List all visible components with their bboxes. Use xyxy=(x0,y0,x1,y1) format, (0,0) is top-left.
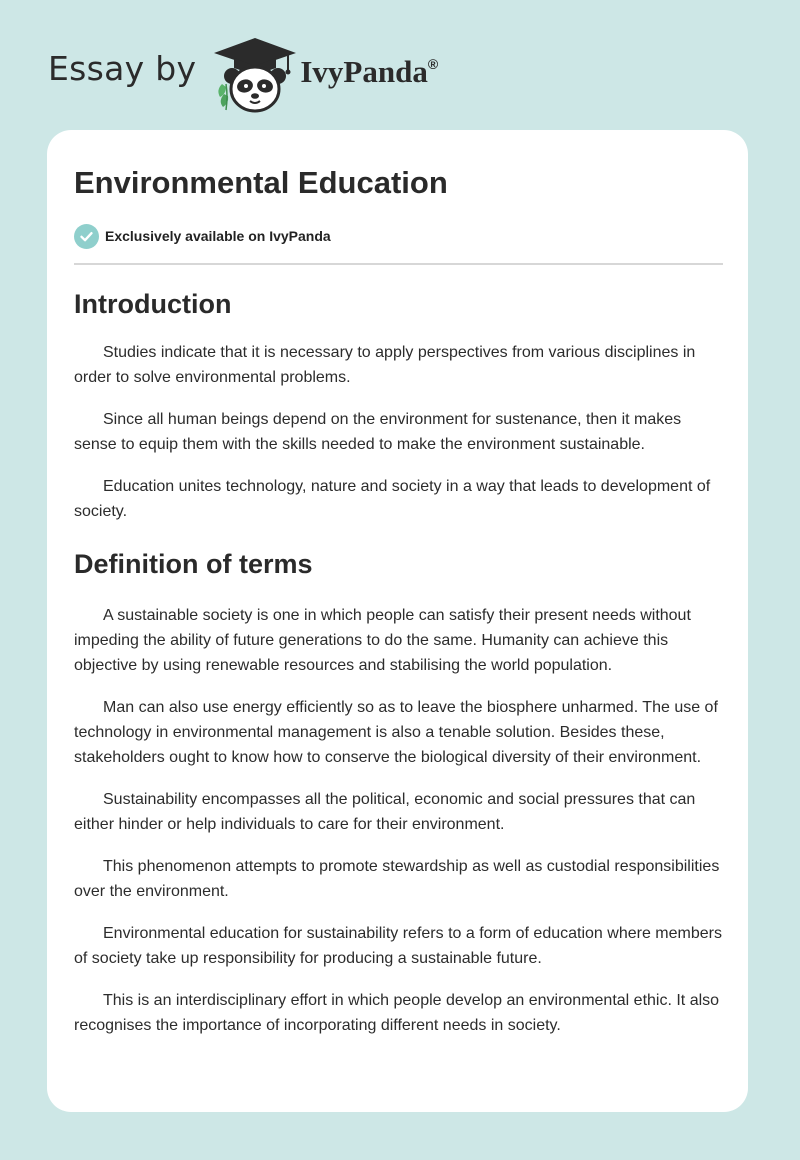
paragraph: Since all human beings depend on the environment for sustenance, then it makes sense to equip them with the skills needed to make the environment sustainable. xyxy=(74,411,682,453)
exclusive-badge xyxy=(74,222,723,250)
paragraph: Sustainability encompasses all the political, economic and social pressures that can either hinder or help individuals to care for their environment. xyxy=(74,791,696,833)
paragraph: Studies indicate that it is necessary to apply perspectives from various disciplines in order to solve environmental problems. xyxy=(74,344,696,386)
page-title: Environmental Education xyxy=(74,165,448,200)
panda-graduate-logo-icon[interactable] xyxy=(212,34,298,114)
site-header xyxy=(48,34,438,114)
essay-content xyxy=(74,162,723,1038)
introduction-body xyxy=(74,340,723,524)
paragraph: This is an interdisciplinary effort in which people develop an environmental ethic. It also recognises the importance of incorporating different needs in society. xyxy=(74,992,720,1034)
paragraph: Education unites technology, nature and society in a way that leads to development of society. xyxy=(74,478,711,520)
definition-body xyxy=(74,603,723,1038)
paragraph: This phenomenon attempts to promote stewardship as well as custodial responsibilities over the environment. xyxy=(74,858,720,900)
section-heading-introduction: Introduction xyxy=(74,289,232,319)
title-divider xyxy=(74,263,723,265)
essay-by-label: Essay by xyxy=(48,48,197,88)
essay-card xyxy=(47,130,748,1112)
paragraph: A sustainable society is one in which people can satisfy their present needs without impeding the ability of future generations to do the same. Humanity can achieve this objective by using renewable resources and stabilising the world population. xyxy=(74,607,691,674)
brand-name[interactable]: IvyPanda® xyxy=(300,54,439,89)
paragraph: Man can also use energy efficiently so as to leave the biosphere unharmed. The use of technology in environmental management is also a tenable solution. Besides these, stakeholders ought to know how to conserve the biological diversity of their environment. xyxy=(74,699,718,766)
section-heading-definition-of-terms: Definition of terms xyxy=(74,549,313,579)
check-circle-icon xyxy=(74,224,99,249)
registered-mark: ® xyxy=(427,55,439,72)
paragraph: Environmental education for sustainability refers to a form of education where members of society take up responsibility for producing a sustainable future. xyxy=(74,925,722,967)
exclusive-badge-label: Exclusively available on IvyPanda xyxy=(105,228,331,244)
